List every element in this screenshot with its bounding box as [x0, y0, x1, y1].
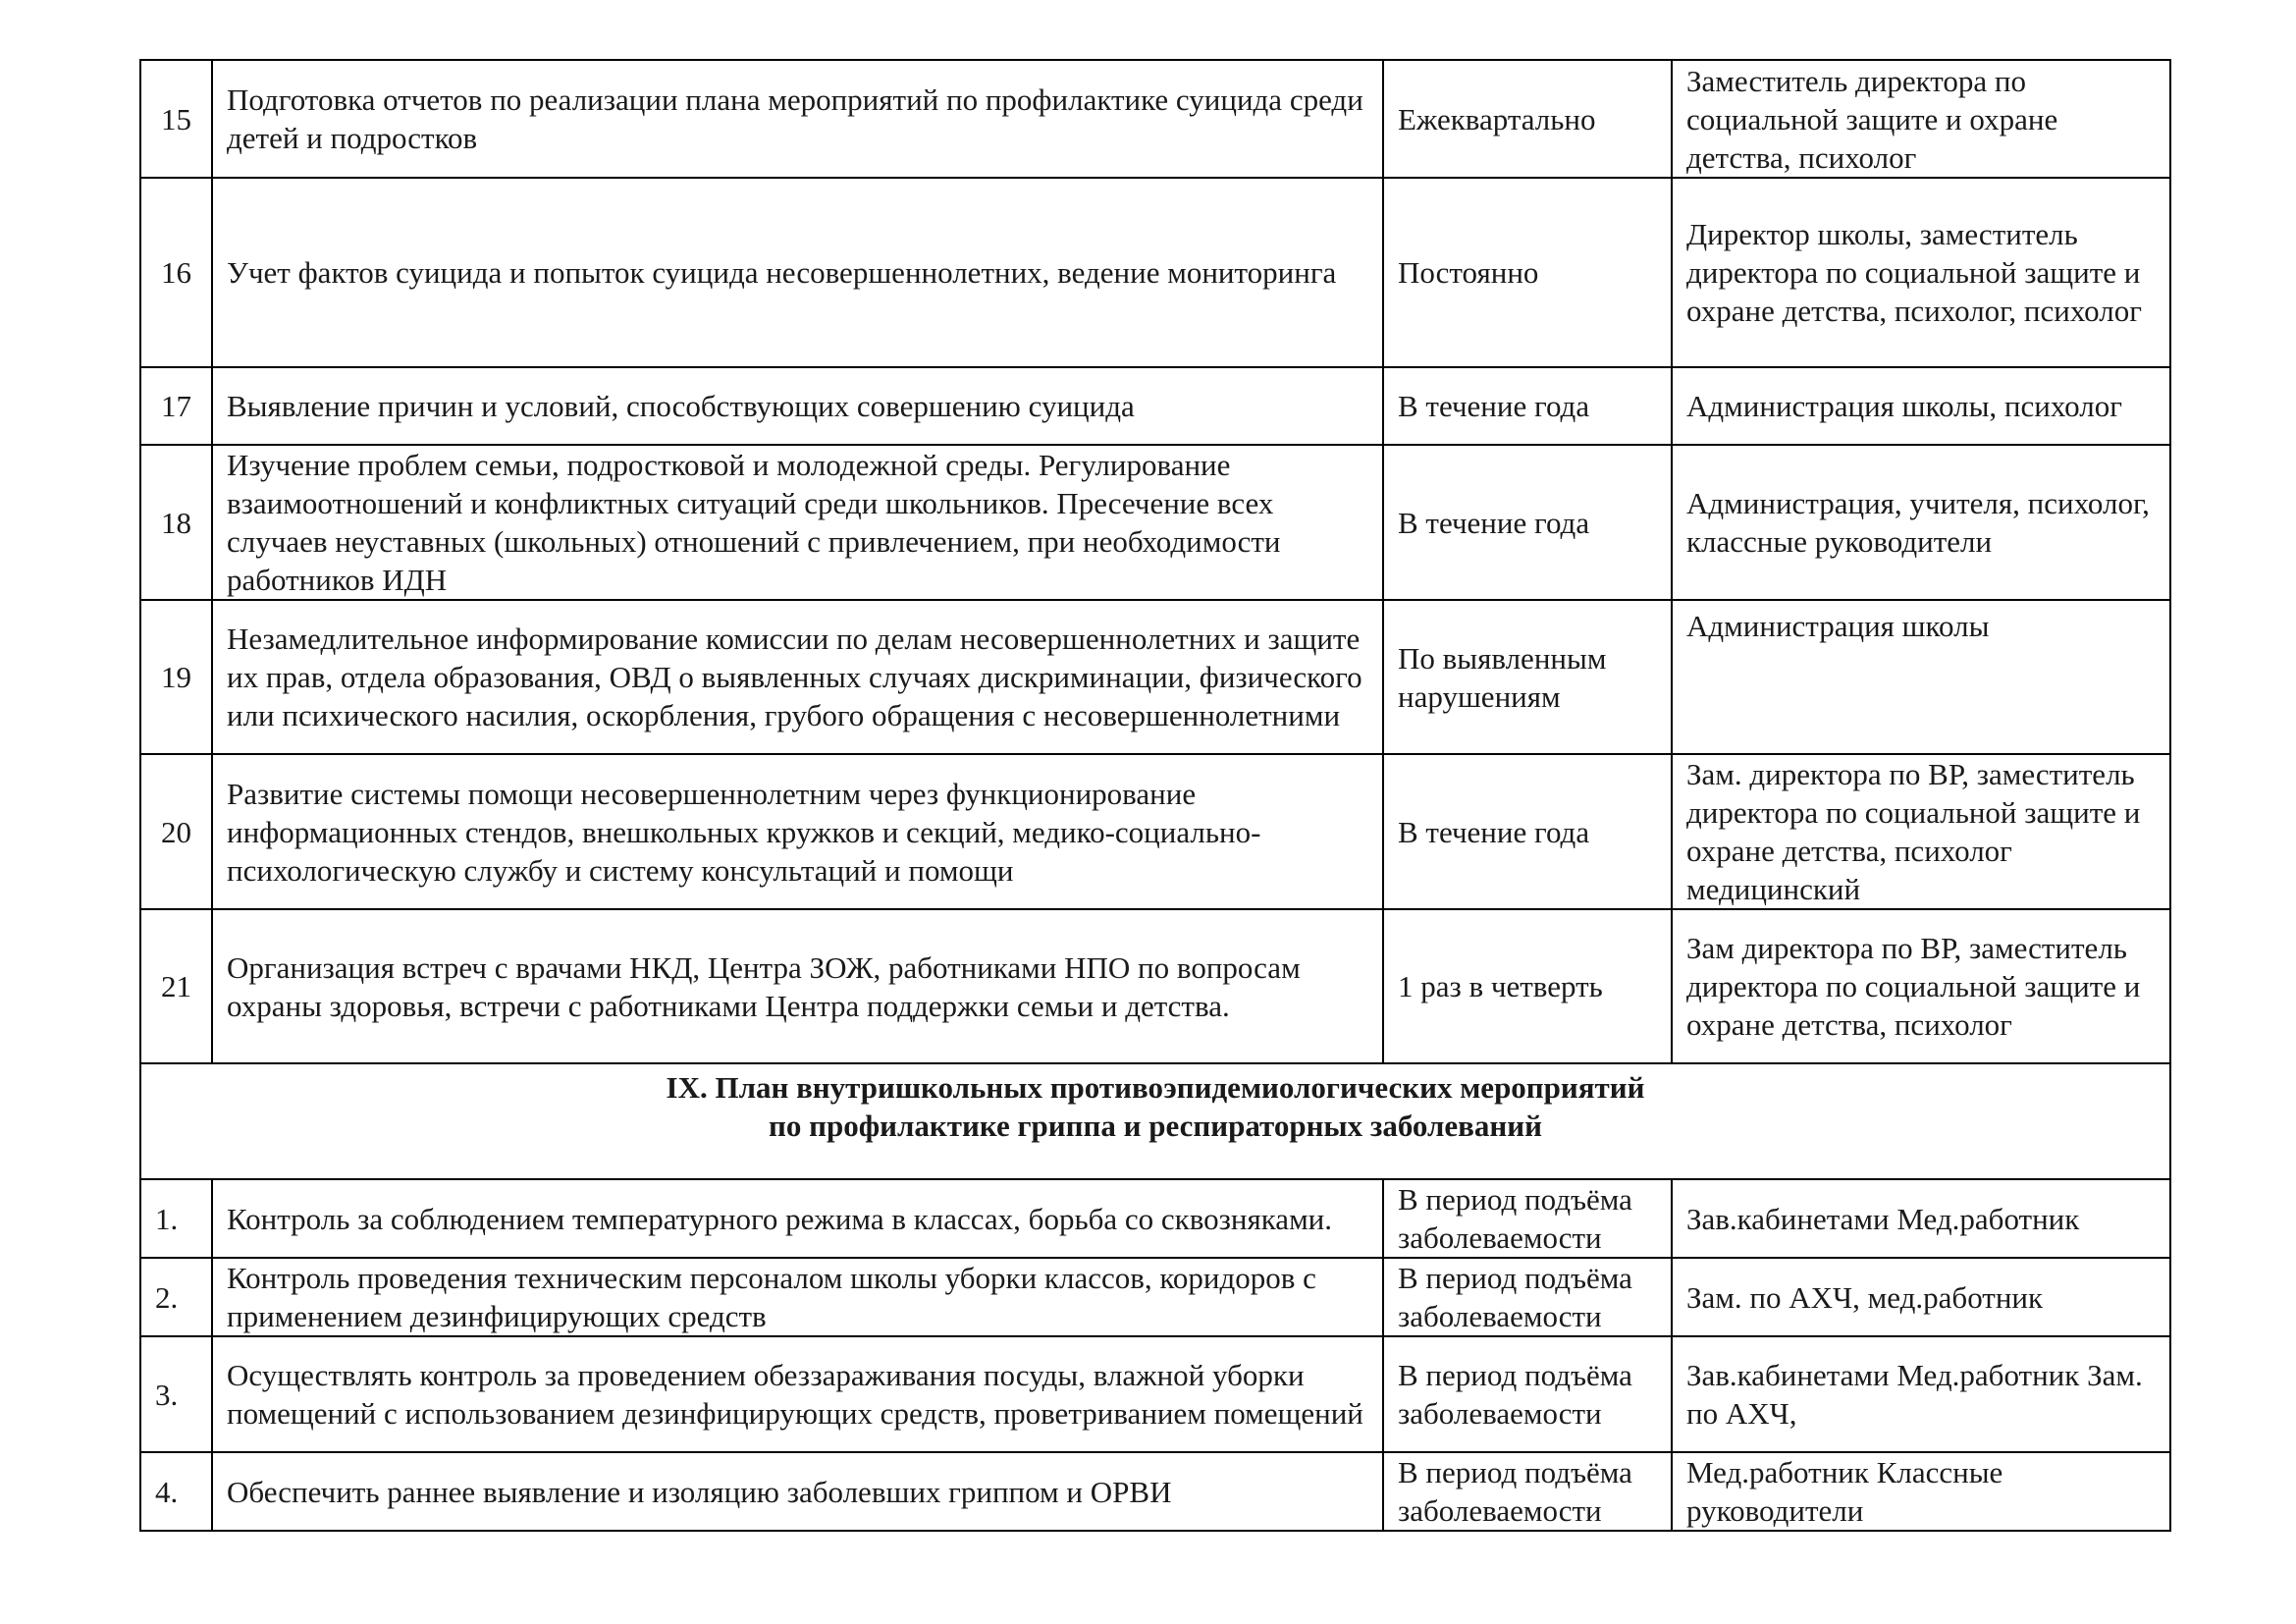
term-cell: По выявленным нарушениям: [1383, 600, 1672, 754]
term-cell: В течение года: [1383, 754, 1672, 909]
row-number: 16: [140, 178, 212, 367]
activity-cell: Изучение проблем семьи, подростковой и молодежной среды. Регулирование взаимоотношений и конфликтных ситуаций среди школьников. Пресечение всех случаев неуставных (школьных) отношений с привлечением, при необходимости работников ИДН: [212, 445, 1383, 600]
table-row: [140, 1452, 2170, 1531]
table-row: [140, 600, 2170, 754]
responsible-cell: Зам. по АХЧ, мед.работник: [1672, 1258, 2170, 1336]
table-row: [140, 178, 2170, 367]
row-number: 2.: [140, 1258, 212, 1336]
responsible-cell: Зав.кабинетами Мед.работник: [1672, 1179, 2170, 1258]
table-row: [140, 60, 2170, 178]
table-row: [140, 367, 2170, 445]
responsible-cell: Заместитель директора по социальной защите и охране детства, психолог: [1672, 60, 2170, 178]
activity-plan-table: [139, 59, 2171, 1532]
row-number: 4.: [140, 1452, 212, 1531]
activity-cell: Развитие системы помощи несовершеннолетним через функционирование информационных стендов, внешкольных кружков и секций, медико-социально-психологическую службу и систему консультаций и помощи: [212, 754, 1383, 909]
activity-cell: Контроль проведения техническим персоналом школы уборки классов, коридоров с применением дезинфицирующих средств: [212, 1258, 1383, 1336]
activity-cell: Обеспечить раннее выявление и изоляцию заболевших гриппом и ОРВИ: [212, 1452, 1383, 1531]
activity-cell: Организация встреч с врачами НКД, Центра ЗОЖ, работниками НПО по вопросам охраны здоровья, встречи с работниками Центра поддержки семьи и детства.: [212, 909, 1383, 1063]
row-number: 18: [140, 445, 212, 600]
section-title-line-2: по профилактике гриппа и респираторных заболеваний: [768, 1109, 1543, 1143]
row-number: 15: [140, 60, 212, 178]
responsible-cell: Зав.кабинетами Мед.работник Зам. по АХЧ,: [1672, 1336, 2170, 1452]
document-page: [139, 59, 2169, 1532]
responsible-cell: Администрация школы: [1672, 600, 2170, 754]
activity-cell: Подготовка отчетов по реализации плана мероприятий по профилактике суицида среди детей и подростков: [212, 60, 1383, 178]
section-heading: [140, 1063, 2170, 1179]
row-number: 19: [140, 600, 212, 754]
row-number: 17: [140, 367, 212, 445]
term-cell: Постоянно: [1383, 178, 1672, 367]
term-cell: В течение года: [1383, 367, 1672, 445]
responsible-cell: Администрация школы, психолог: [1672, 367, 2170, 445]
responsible-cell: Зам. директора по ВР, заместитель директора по социальной защите и охране детства, психолог медицинский: [1672, 754, 2170, 909]
term-cell: В период подъёма заболеваемости: [1383, 1452, 1672, 1531]
activity-cell: Учет фактов суицида и попыток суицида несовершеннолетних, ведение мониторинга: [212, 178, 1383, 367]
section-title-line-1: IX. План внутришкольных противоэпидемиологических мероприятий: [666, 1070, 1645, 1105]
activity-cell: Выявление причин и условий, способствующих совершению суицида: [212, 367, 1383, 445]
responsible-cell: Администрация, учителя, психолог, классные руководители: [1672, 445, 2170, 600]
row-number: 1.: [140, 1179, 212, 1258]
responsible-cell: Мед.работник Классные руководители: [1672, 1452, 2170, 1531]
term-cell: В период подъёма заболеваемости: [1383, 1179, 1672, 1258]
term-cell: В течение года: [1383, 445, 1672, 600]
activity-cell: Контроль за соблюдением температурного режима в классах, борьба со сквозняками.: [212, 1179, 1383, 1258]
row-number: 20: [140, 754, 212, 909]
term-cell: 1 раз в четверть: [1383, 909, 1672, 1063]
table-row: [140, 754, 2170, 909]
row-number: 21: [140, 909, 212, 1063]
table-row: [140, 1336, 2170, 1452]
activity-cell: Осуществлять контроль за проведением обеззараживания посуды, влажной уборки помещений с использованием дезинфицирующих средств, проветриванием помещений: [212, 1336, 1383, 1452]
table-row: [140, 1179, 2170, 1258]
term-cell: В период подъёма заболеваемости: [1383, 1258, 1672, 1336]
activity-cell: Незамедлительное информирование комиссии по делам несовершеннолетних и защите их прав, отдела образования, ОВД о выявленных случаях дискриминации, физического или психического насилия, оскорбления, грубого обращения с несовершеннолетними: [212, 600, 1383, 754]
table-row: [140, 1258, 2170, 1336]
table-row: [140, 909, 2170, 1063]
section-heading-row: [140, 1063, 2170, 1179]
term-cell: Ежеквартально: [1383, 60, 1672, 178]
responsible-cell: Зам директора по ВР, заместитель директора по социальной защите и охране детства, психолог: [1672, 909, 2170, 1063]
table-row: [140, 445, 2170, 600]
row-number: 3.: [140, 1336, 212, 1452]
responsible-cell: Директор школы, заместитель директора по социальной защите и охране детства, психолог, психолог: [1672, 178, 2170, 367]
term-cell: В период подъёма заболеваемости: [1383, 1336, 1672, 1452]
